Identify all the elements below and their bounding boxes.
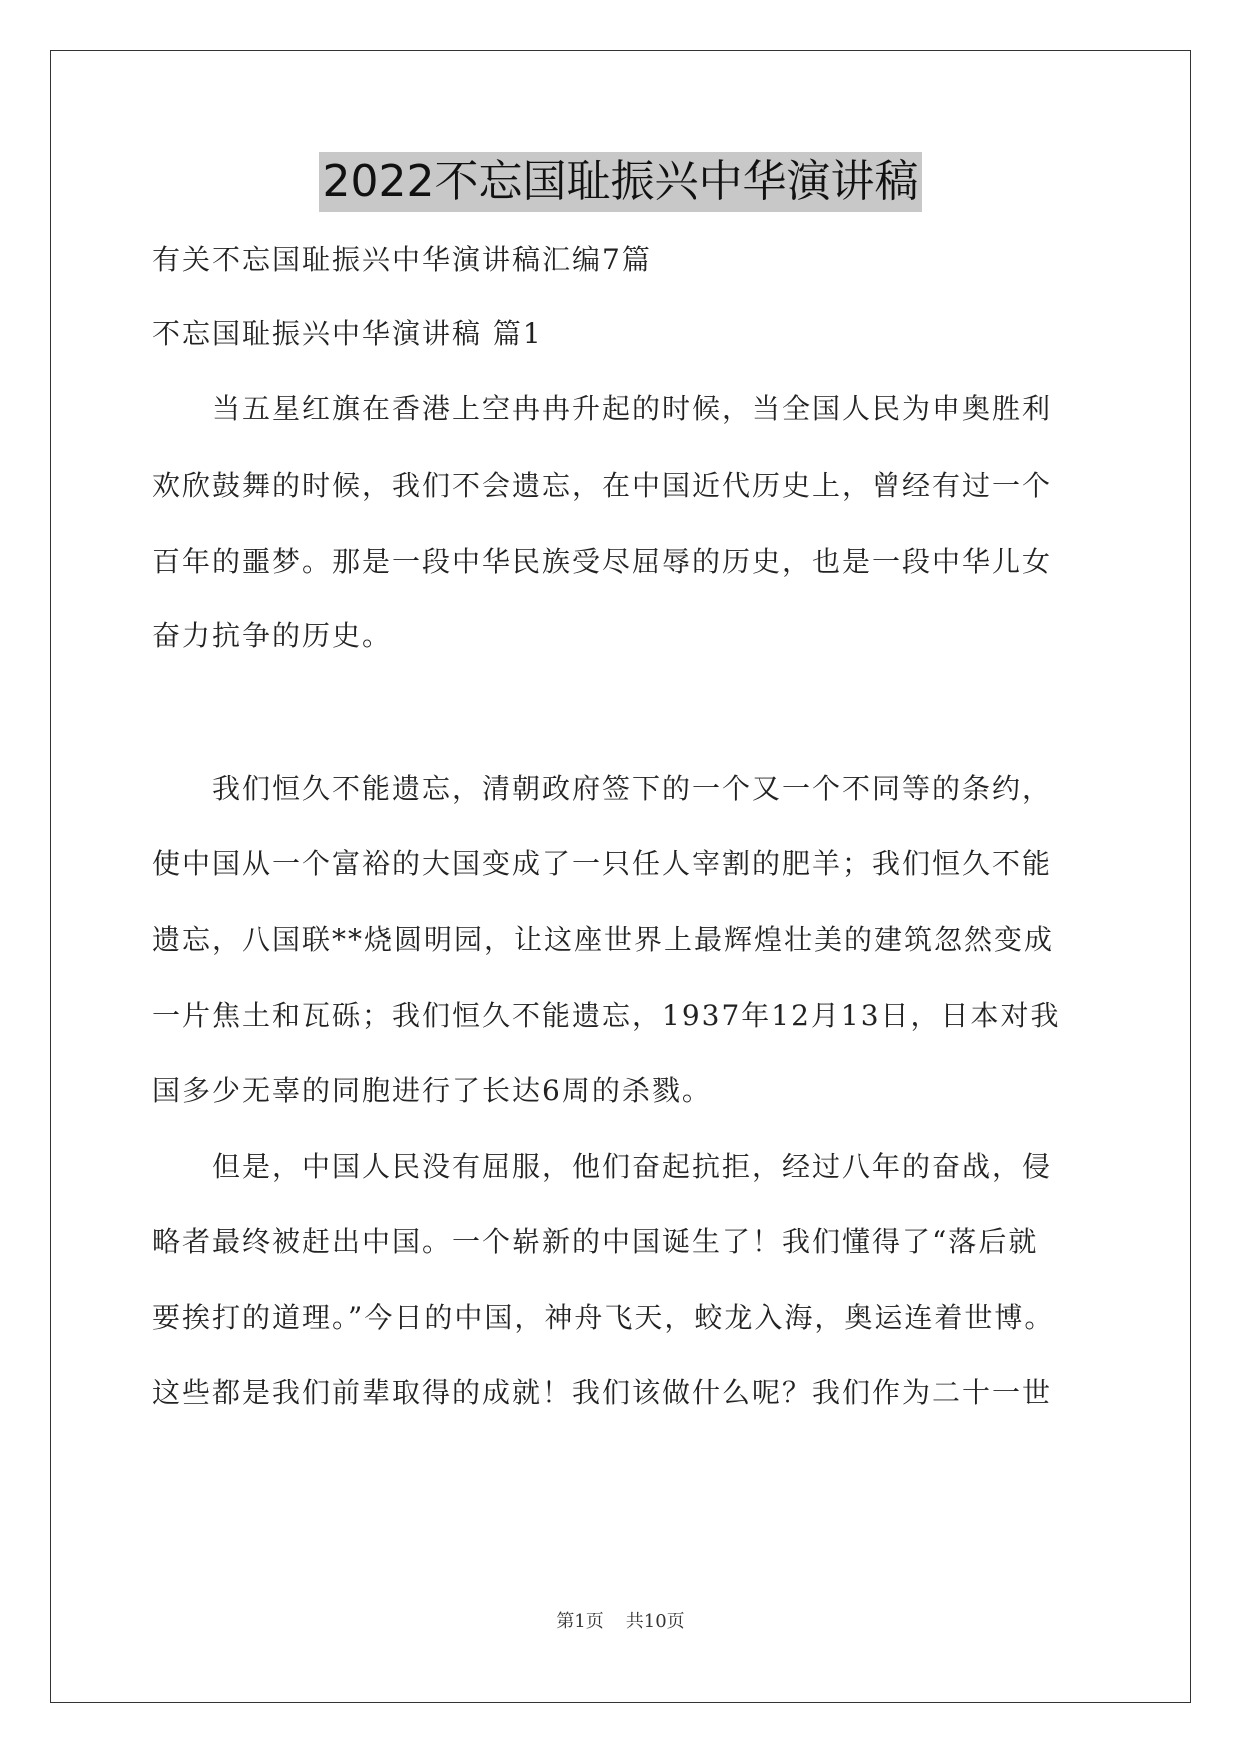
body-line: 我们恒久不能遗忘，清朝政府签下的一个又一个不同等的条约， <box>152 772 1053 805</box>
section-heading: 不忘国耻振兴中华演讲稿 篇1 <box>152 317 543 350</box>
body-line: 这些都是我们前辈取得的成就！我们该做什么呢？我们作为二十一世 <box>152 1376 1053 1409</box>
document-title-text: 2022不忘国耻振兴中华演讲稿 <box>319 152 923 212</box>
body-line: 略者最终被赶出中国。一个崭新的中国诞生了！我们懂得了“落后就 <box>152 1225 1039 1258</box>
document-title <box>0 152 1241 212</box>
body-line: 要挨打的道理。”今日的中国，神舟飞天，蛟龙入海，奥运连着世博。 <box>152 1301 1055 1334</box>
document-subtitle: 有关不忘国耻振兴中华演讲稿汇编7篇 <box>152 243 652 276</box>
page-number: 第1页 <box>556 1611 604 1632</box>
body-line: 百年的噩梦。那是一段中华民族受尽屈辱的历史，也是一段中华儿女 <box>152 545 1053 578</box>
body-line: 欢欣鼓舞的时候，我们不会遗忘，在中国近代历史上，曾经有过一个 <box>152 469 1053 502</box>
page-total: 共10页 <box>625 1611 685 1632</box>
body-line: 遗忘，八国联**烧圆明园，让这座世界上最辉煌壮美的建筑忽然变成 <box>152 923 1055 956</box>
body-line: 奋力抗争的历史。 <box>152 619 393 652</box>
body-line: 国多少无辜的同胞进行了长达6周的杀戮。 <box>152 1074 712 1107</box>
body-line: 一片焦土和瓦砾；我们恒久不能遗忘，1937年12月13日，日本对我 <box>152 999 1061 1032</box>
body-line: 但是，中国人民没有屈服，他们奋起抗拒，经过八年的奋战，侵 <box>152 1150 1053 1183</box>
page-footer <box>0 1610 1241 1634</box>
body-line: 使中国从一个富裕的大国变成了一只任人宰割的肥羊；我们恒久不能 <box>152 847 1053 880</box>
body-line: 当五星红旗在香港上空冉冉升起的时候，当全国人民为申奥胜利 <box>152 392 1053 425</box>
